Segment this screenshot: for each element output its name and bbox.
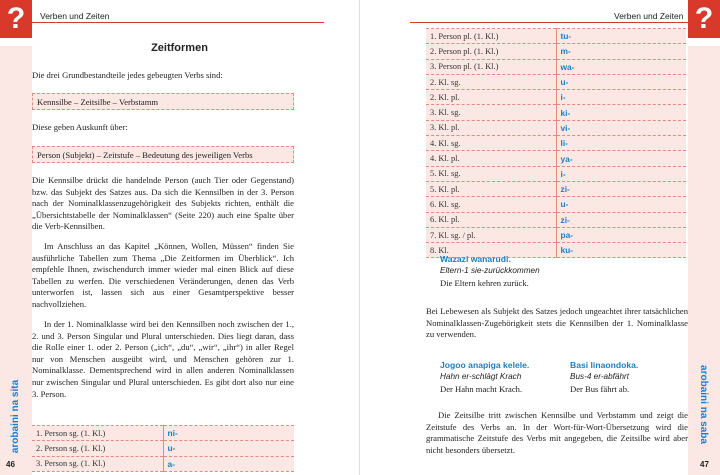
page-number-right: 47: [700, 460, 709, 469]
example-swahili: Jogoo anapiga kelele.: [440, 360, 530, 370]
question-mark-icon: ?: [0, 0, 32, 38]
table-cell-person: 2. Person sg. (1. Kl.): [32, 441, 163, 456]
paragraph-tabellen: Im Anschluss an das Kapitel „Können, Wollen, Müssen“ finden Sie ausführliche Tabellen zum Thema „Die Zeitformen im Überblick“. Ich empfehle Ihnen, zwischendurch immer wieder mal einen Blick auf diese Tabellen zu werfen. Die verschiedenen Veränderungen, denen das Verb unterworfen ist, lassen sich aus einer Gesamtperspektive besser nachvollziehen.: [32, 241, 294, 309]
table-row: [426, 90, 686, 105]
sidebar-label-right: arobaini na saba: [698, 365, 709, 444]
table-cell-person: 1. Person pl. (1. Kl.): [426, 29, 556, 44]
example-german: Die Eltern kehren zurück.: [440, 278, 529, 288]
example-wazazi: [440, 253, 540, 289]
paragraph-nominalklasse: In der 1. Nominalklasse wird bei den Kennsilben noch zwischen der 1., 2. und 3. Person Singular und Plural unterschieden. Dies liegt daran, dass die Rolle einer 1. oder 2. Person („ich“, „du“, „wir“, „ihr“) in aller Regel nur von Menschen ausgeübt wird, und Menschen gehören zur 1. Nominalklasse. Dementsprechend wird in allen anderen Nominalklassen nur zwischen Singular und Plural unterschieden. Es gibt dort also nur eine 3. Person.: [32, 319, 294, 399]
question-mark-icon: ?: [688, 0, 720, 38]
example-gloss: Eltern-1 sie-zurückkommen: [440, 266, 540, 275]
table-row: [426, 212, 686, 227]
table-cell-person: 3. Person pl. (1. Kl.): [426, 59, 556, 74]
table-row: [426, 59, 686, 74]
table-cell-prefix: zi-: [556, 212, 686, 227]
page-number-left: 46: [6, 460, 15, 469]
table-row: [426, 166, 686, 181]
table-cell-prefix: ni-: [163, 426, 294, 441]
table-row: [426, 197, 686, 212]
table-cell-person: 2. Kl. sg.: [426, 74, 556, 89]
table-cell-person: 4. Kl. sg.: [426, 136, 556, 151]
table-row: [426, 29, 686, 44]
info-text: Diese geben Auskunft über:: [32, 122, 128, 132]
running-header-left: Verben und Zeiten: [40, 11, 110, 21]
table-cell-person: 2. Kl. pl.: [426, 90, 556, 105]
table-row: [426, 181, 686, 196]
table-row: [32, 441, 294, 456]
table-cell-person: 5. Kl. sg.: [426, 166, 556, 181]
table-cell-prefix: pa-: [556, 227, 686, 242]
prefix-table-right: [426, 28, 686, 258]
table-cell-person: 5. Kl. pl.: [426, 181, 556, 196]
highlight-box-info: Person (Subjekt) – Zeitstufe – Bedeutung des jeweiligen Verbs: [32, 146, 294, 163]
table-cell-prefix: i-: [556, 90, 686, 105]
section-title: Zeitformen: [151, 42, 208, 54]
table-row: [426, 151, 686, 166]
header-rule: [410, 22, 688, 23]
table-cell-person: 3. Kl. sg.: [426, 105, 556, 120]
table-cell-person: 2. Person pl. (1. Kl.): [426, 44, 556, 59]
example-jogoo: [440, 359, 529, 395]
table-cell-person: 1. Person sg. (1. Kl.): [32, 426, 163, 441]
header-rule: [32, 22, 324, 23]
table-cell-person: 3. Person sg. (1. Kl.): [32, 456, 163, 471]
table-cell-prefix: tu-: [556, 29, 686, 44]
example-basi: [570, 359, 638, 395]
table-row: [426, 44, 686, 59]
table-row: [32, 456, 294, 471]
table-row: [426, 120, 686, 135]
table-cell-prefix: wa-: [556, 59, 686, 74]
table-row: [426, 136, 686, 151]
table-cell-prefix: vi-: [556, 120, 686, 135]
table-cell-prefix: m-: [556, 44, 686, 59]
table-cell-person: 6. Kl. sg.: [426, 197, 556, 212]
table-cell-prefix: i-: [556, 166, 686, 181]
table-cell-prefix: ki-: [556, 105, 686, 120]
table-cell-prefix: u-: [163, 441, 294, 456]
paragraph-lebewesen: Bei Lebewesen als Subjekt des Satzes jedoch ungeachtet ihrer tatsächlichen Nominalklassen-Zugehörigkeit stets die Kennsilben der 1. Nominalklasse zu verwenden.: [426, 306, 688, 340]
table-cell-prefix: u-: [556, 197, 686, 212]
sidebar-label-left: arobaini na sita: [10, 379, 21, 454]
table-cell-prefix: a-: [163, 456, 294, 471]
table-cell-prefix: zi-: [556, 181, 686, 196]
highlight-box-components: Kennsilbe – Zeitsilbe – Verbstamm: [32, 93, 294, 110]
intro-text: Die drei Grundbestandteile jedes gebeugten Verbs sind:: [32, 70, 223, 80]
table-cell-person: 3. Kl. pl.: [426, 120, 556, 135]
table-cell-prefix: u-: [556, 74, 686, 89]
table-cell-person: 8. Kl.: [426, 243, 556, 258]
table-row: [426, 74, 686, 89]
prefix-table-left: [32, 425, 294, 472]
table-cell-prefix: ya-: [556, 151, 686, 166]
example-swahili: Basi linaondoka.: [570, 360, 639, 370]
example-swahili: Wazazi wanarudi.: [440, 254, 511, 264]
example-gloss: Hahn er-schlägt Krach: [440, 372, 522, 381]
table-cell-prefix: ku-: [556, 243, 686, 258]
paragraph-zeitsilbe: Die Zeitsilbe tritt zwischen Kennsilbe und Verbstamm und zeigt die Zeitstufe des Verbs an. In der Wort-für-Wort-Übersetzung wird die grammatische Zeitstufe des Verbs mit angegeben, die Zeitsilbe wird aber nicht besonders übersetzt.: [426, 410, 688, 455]
table-row: [426, 105, 686, 120]
table-cell-person: 6. Kl. pl.: [426, 212, 556, 227]
table-cell-person: 4. Kl. pl.: [426, 151, 556, 166]
example-gloss: Bus-4 er-abfährt: [570, 372, 630, 381]
example-german: Der Bus fährt ab.: [570, 384, 630, 394]
running-header-right: Verben und Zeiten: [614, 11, 684, 21]
table-cell-prefix: li-: [556, 136, 686, 151]
table-cell-person: 7. Kl. sg. / pl.: [426, 227, 556, 242]
right-page: [360, 0, 720, 475]
table-row: [426, 227, 686, 242]
table-row: [32, 426, 294, 441]
example-german: Der Hahn macht Krach.: [440, 384, 523, 394]
paragraph-kennsilbe: Die Kennsilbe drückt die handelnde Person (auch Tier oder Gegenstand) bzw. das Subjekt des Satzes aus. Da sich die Kennsilben in der 3. Person nach der Nominalklassenzugehörigkeit des Subjekts richten, enthält die „Übersichtstabelle der Nominalklassen“ (Seite 220) auch eine Spalte über die Verb-Kennsilben.: [32, 175, 294, 232]
